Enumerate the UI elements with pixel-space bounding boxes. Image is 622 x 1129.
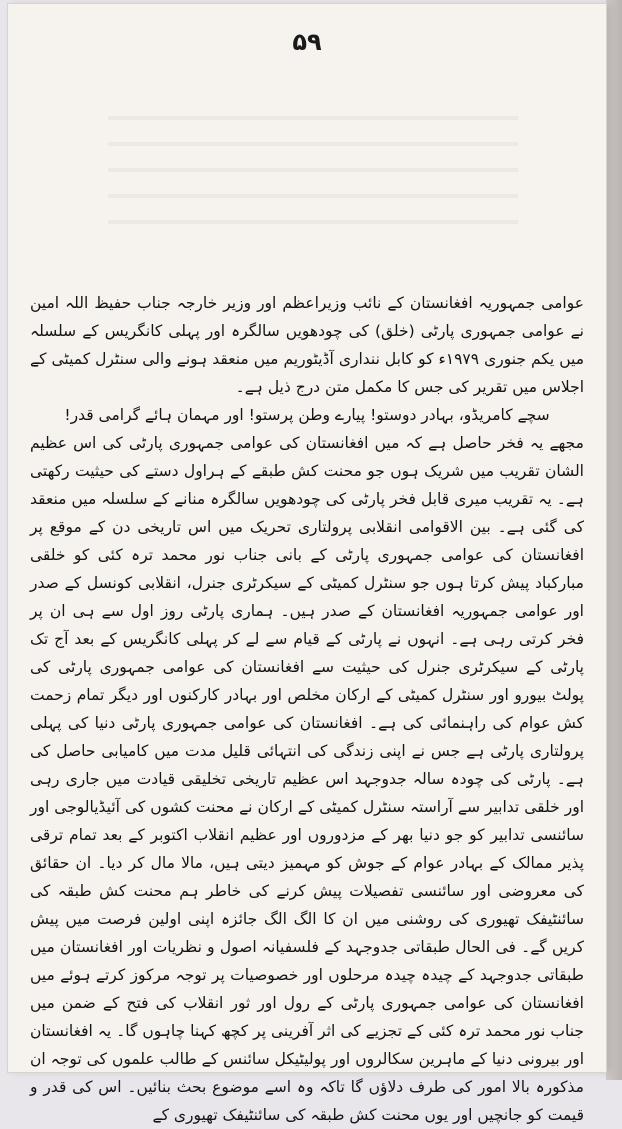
salutation-line: سچے کامریڈو، بہادر دوستو! پیارے وطن پرستو! اور مہمان ہائے گرامی قدر! xyxy=(64,406,550,424)
document-page xyxy=(8,4,606,1124)
page-edge xyxy=(606,0,622,1080)
intro-paragraph: عوامی جمہوریہ افغانستان کے نائب وزیراعظم اور وزیر خارجہ جناب حفیظ اللہ امین نے عوامی جمہوری پارٹی (خلق) کی چودھویں سالگرہ اور پہلی کانگریس کے سلسلہ میں یکم جنوری ۱۹۷۹ء کو کابل ننداری آڈیٹوریم میں منعقد ہونے والی سنٹرل کمیٹی کے اجلاس میں تقریر کی جس کا مکمل متن درج ذیل ہے۔ xyxy=(30,294,585,396)
speech-paragraph: مجھے یہ فخر حاصل ہے کہ میں افغانستان کی عوامی جمہوری پارٹی کی اس عظیم الشان تقریب میں شریک ہوں جو محنت کش طبقے کے ہراول دستے کی حیثیت رکھتی ہے۔ یہ تقریب میری قابل فخر پارٹی کی چودھویں سالگرہ منانے کے سلسلہ میں منعقد کی گئی ہے۔ بین الاقوامی انقلابی پرولتاری تحریک میں اس تاریخی دن کے موقع پر افغانستان کی عوامی جمہوری پارٹی کے بانی جناب نور محمد ترہ کئی کو خلقی مبارکباد پیش کرتا ہوں جو سنٹرل کمیٹی کے سیکرٹری جنرل، انقلابی کونسل کے صدر اور عوامی جمہوریہ افغانستان کے صدر ہیں۔ ہماری پارٹی روز اول سے ہی ان پر فخر کرتی رہی ہے۔ انہوں نے پارٹی کے قیام سے لے کر پہلی کانگریس کے بعد آج تک پارٹی کے سیکرٹری جنرل کی حیثیت سے افغانستان کی عوامی جمہوری پارٹی کی پولٹ بیورو اور سنٹرل کمیٹی کے ارکان مخلص اور بہادر کارکنوں اور دیگر تمام زحمت کش عوام کی راہنمائی کی ہے۔ افغانستان کی عوامی جمہوری پارٹی دنیا کی پہلی پرولتاری پارٹی ہے جس نے اپنی زندگی کی انتہائی قلیل مدت میں کامیابی حاصل کی ہے۔ پارٹی کی چودہ سالہ جدوجہد اس عظیم تاریخی تخلیقی قیادت میں جاری رہی اور خلقی تدابیر سے آراستہ سنٹرل کمیٹی کے ارکان نے محنت کشوں کی آئیڈیالوجی اور سائنسی تدابیر کو جو دنیا بھر کے مزدوروں اور عظیم انقلاب اکتوبر کے بعد تمام ترقی پذیر ممالک کے بہادر عوام کے جوش کو مہمیز دیتی ہیں، مالا مال کر دیا۔ ان حقائق کی معروضی اور سائنسی تفصیلات پیش کرنے کی خاطر ہم محنت کش طبقہ کی سائنٹیفک تھیوری کی روشنی میں ان کا الگ الگ جائزہ اپنی اولین فرصت میں پیش کریں گے۔ فی الحال طبقاتی جدوجہد کے فلسفیانہ اصول و نظریات اور افغانستان میں طبقاتی جدوجہد کے چیدہ چیدہ مرحلوں اور خصوصیات پر توجہ مرکوز کرتے ہوئے میں افغانستان کی عوامی جمہوری پارٹی کے رول اور ثور انقلاب کی فتح کے ضمن میں جناب نور محمد ترہ کئی کے تجزیے کی اثر آفرینی پر کچھ کہنا چاہوں گا۔ یہ افغانستان اور بیرونی دنیا کے ماہرین سکالروں اور پولیٹیکل سائنس کے طالب علموں کی توجہ ان مذکورہ بالا امور کی طرف دلاؤں گا تاکہ وہ اسے موضوع بحث بنائیں۔ اس کی قدر و قیمت کو جانچیں اور یوں محنت کش طبقہ کی سائنٹیفک تھیوری کے xyxy=(30,434,584,1124)
page-number: ۵۹ xyxy=(292,28,322,56)
bleed-through-shadow xyxy=(108,116,518,236)
body-text xyxy=(30,289,584,1129)
